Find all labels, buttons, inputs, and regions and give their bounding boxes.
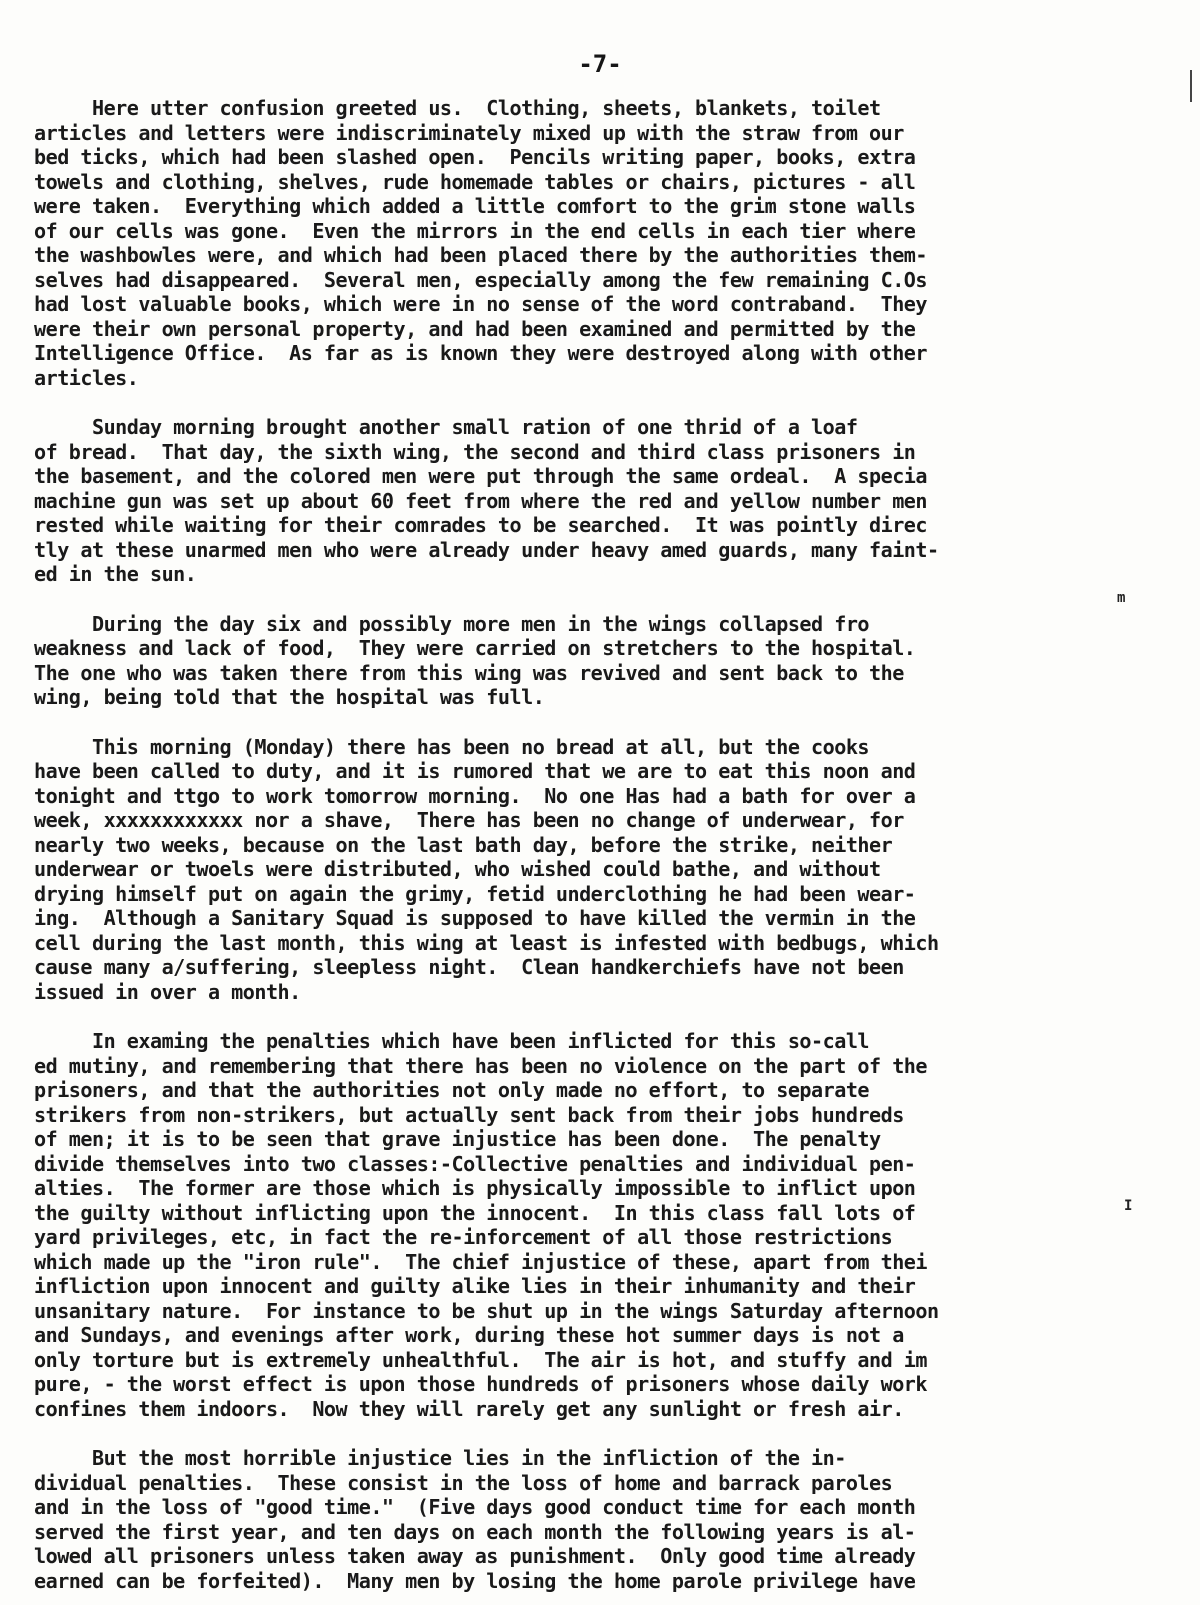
text-line: alties. The former are those which is physically impossible to inflict upon xyxy=(34,1176,916,1200)
text-line: prisoners, and that the authorities not only made no effort, to separate xyxy=(34,1078,870,1102)
text-line: which made up the "iron rule". The chief injustice of these, apart from thei xyxy=(34,1249,928,1274)
text-line: the guilty without inflicting upon the innocent. In this class fall lots of xyxy=(34,1200,916,1225)
text-line: served the first year, and ten days on each month the following years is al- xyxy=(34,1519,916,1544)
text-line: lowed all prisoners unless taken away as punishment. Only good time already xyxy=(34,1544,916,1568)
text-line: yard privileges, etc, in fact the re-inforcement of all those restrictions xyxy=(34,1225,893,1249)
text-line: selves had disappeared. Several men, especially among the few remaining C.Os xyxy=(34,267,928,292)
margin-note-m: m xyxy=(1117,590,1126,606)
text-line: dividual penalties. These consist in the loss of home and barrack paroles xyxy=(34,1470,893,1495)
text-line: of bread. That day, the sixth wing, the second and third class prisoners in xyxy=(34,439,916,464)
page-edge-mark xyxy=(1190,70,1192,102)
text-line: tly at these unarmed men who were already under heavy amed guards, many faint- xyxy=(34,537,939,562)
text-line: drying himself put on again the grimy, fetid underclothing he had been wear- xyxy=(34,881,916,906)
text-line: infliction upon innocent and guilty alike lies in their inhumanity and their xyxy=(34,1274,916,1298)
text-line: divide themselves into two classes:-Collective penalties and individual pen- xyxy=(34,1151,916,1176)
text-line: articles and letters were indiscriminately mixed up with the straw from our xyxy=(34,120,904,145)
text-line: During the day six and possibly more men in the wings collapsed fro xyxy=(34,611,870,636)
text-line: But the most horrible injustice lies in the infliction of the in- xyxy=(34,1446,846,1470)
text-line: In examing the penalties which have been inflicted for this so-call xyxy=(34,1029,870,1053)
text-line: only torture but is extremely unhealthful. The air is hot, and stuffy and im xyxy=(34,1347,928,1372)
text-line: were their own personal property, and had been examined and permitted by the xyxy=(34,316,916,341)
text-line: rested while waiting for their comrades to be searched. It was pointly direc xyxy=(34,513,928,537)
text-line: tonight and ttgo to work tomorrow morning. No one Has had a bath for over a xyxy=(34,783,916,808)
paragraph xyxy=(34,735,1166,1005)
text-line: the washbowles were, and which had been placed there by the authorities them- xyxy=(34,243,928,267)
text-line: cause many a/suffering, sleepless night. Clean handkerchiefs have not been xyxy=(34,955,904,979)
text-line: of men; it is to be seen that grave injustice has been done. The penalty xyxy=(34,1127,881,1151)
text-line: the basement, and the colored men were put through the same ordeal. A specia xyxy=(34,464,928,488)
document-body xyxy=(34,96,1166,1605)
text-line: ed in the sun. xyxy=(34,562,197,586)
text-line: nearly two weeks, because on the last bath day, before the strike, neither xyxy=(34,832,893,857)
text-line: machine gun was set up about 60 feet from where the red and yellow number men xyxy=(34,488,928,513)
text-line: were taken. Everything which added a little comfort to the grim stone walls xyxy=(34,194,916,218)
text-line: wing, being told that the hospital was full. xyxy=(34,685,545,709)
text-line: This morning (Monday) there has been no bread at all, but the cooks xyxy=(34,734,870,759)
page-number: -7- xyxy=(578,50,622,78)
paragraph xyxy=(34,612,1166,710)
text-line: towels and clothing, shelves, rude homemade tables or chairs, pictures - all xyxy=(34,169,916,194)
text-line: ed mutiny, and remembering that there has been no violence on the part of the xyxy=(34,1053,928,1078)
text-line: strikers from non-strikers, but actually sent back from their jobs hundreds xyxy=(34,1102,904,1127)
text-line: confines them indoors. Now they will rarely get any sunlight or fresh air. xyxy=(34,1396,904,1421)
text-line: cell during the last month, this wing at least is infested with bedbugs, which xyxy=(34,930,939,955)
text-line: weakness and lack of food, They were carried on stretchers to the hospital. xyxy=(34,636,916,660)
text-line: underwear or twoels were distributed, who wished could bathe, and without xyxy=(34,857,881,881)
text-line: Here utter confusion greeted us. Clothing, sheets, blankets, toilet xyxy=(34,96,881,120)
margin-note-i: I xyxy=(1124,1198,1133,1214)
text-line: articles. xyxy=(34,365,139,390)
text-line: pure, - the worst effect is upon those hundreds of prisoners whose daily work xyxy=(34,1372,928,1396)
text-line: The one who was taken there from this wing was revived and sent back to the xyxy=(34,660,904,685)
paragraph xyxy=(34,1446,1166,1593)
text-line: earned can be forfeited). Many men by losing the home parole privilege have xyxy=(34,1568,916,1593)
text-line: week, xxxxxxxxxxxx nor a shave, There has been no change of underwear, for xyxy=(34,808,904,832)
text-line: and in the loss of "good time." (Five days good conduct time for each month xyxy=(34,1495,916,1519)
text-line: unsanitary nature. For instance to be shut up in the wings Saturday afternoon xyxy=(34,1298,939,1323)
text-line: have been called to duty, and it is rumored that we are to eat this noon and xyxy=(34,759,916,783)
paragraph xyxy=(34,96,1166,390)
paragraph xyxy=(34,415,1166,587)
text-line: ing. Although a Sanitary Squad is supposed to have killed the vermin in the xyxy=(34,906,916,930)
text-line: issued in over a month. xyxy=(34,979,301,1004)
text-line: bed ticks, which had been slashed open. Pencils writing paper, books, extra xyxy=(34,145,916,169)
text-line: Sunday morning brought another small ration of one thrid of a loaf xyxy=(34,415,858,439)
text-line: had lost valuable books, which were in no sense of the word contraband. They xyxy=(34,292,928,316)
text-line: of our cells was gone. Even the mirrors in the end cells in each tier where xyxy=(34,218,916,243)
text-line: and Sundays, and evenings after work, during these hot summer days is not a xyxy=(34,1323,904,1347)
paragraph xyxy=(34,1029,1166,1421)
text-line: Intelligence Office. As far as is known they were destroyed along with other xyxy=(34,341,928,365)
